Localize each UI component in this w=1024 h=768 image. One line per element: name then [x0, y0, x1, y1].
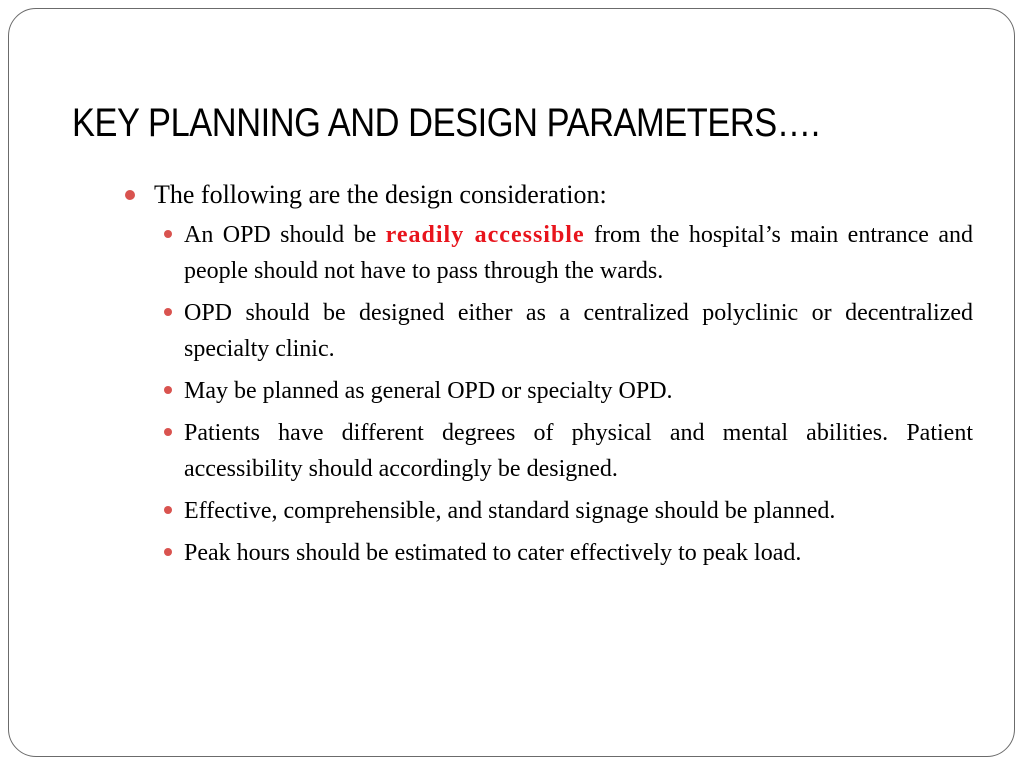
bullet-dot-icon: [164, 506, 172, 514]
slide-title: KEY PLANNING AND DESIGN PARAMETERS….: [72, 101, 820, 145]
list-item: [164, 295, 973, 367]
bullet-dot-icon: [164, 428, 172, 436]
bullet-dot-icon: [164, 308, 172, 316]
bullet-dot-icon: [125, 190, 135, 200]
bullet-dot-icon: [164, 230, 172, 238]
list-item: [164, 415, 973, 487]
design-considerations-list: [125, 217, 973, 571]
list-item: [164, 493, 973, 529]
bullet-dot-icon: [164, 548, 172, 556]
list-item-text: Patients have different degrees of physical and mental abilities. Patient accessibility should accordingly be designed.: [184, 420, 973, 482]
list-item-text-after: from the hospital’s main entrance and people should not have to pass through the wards.: [184, 222, 974, 284]
slide-frame: [8, 8, 1015, 757]
list-item: [164, 373, 973, 409]
slide-content: [125, 177, 973, 577]
list-item-text-before: An OPD should be: [184, 222, 386, 248]
intro-text: The following are the design consideration:: [154, 180, 607, 209]
list-item-text: OPD should be designed either as a centralized polyclinic or decentralized specialty clinic.: [184, 300, 973, 362]
list-item-text: Effective, comprehensible, and standard signage should be planned.: [184, 498, 836, 524]
highlight-readily-accessible: readily accessible: [385, 222, 585, 248]
list-item: [164, 535, 973, 571]
list-item-text: May be planned as general OPD or specialty OPD.: [184, 378, 673, 404]
list-item-text: Peak hours should be estimated to cater effectively to peak load.: [184, 540, 802, 566]
bullet-dot-icon: [164, 386, 172, 394]
intro-item: [125, 177, 973, 213]
list-item: [164, 217, 973, 289]
